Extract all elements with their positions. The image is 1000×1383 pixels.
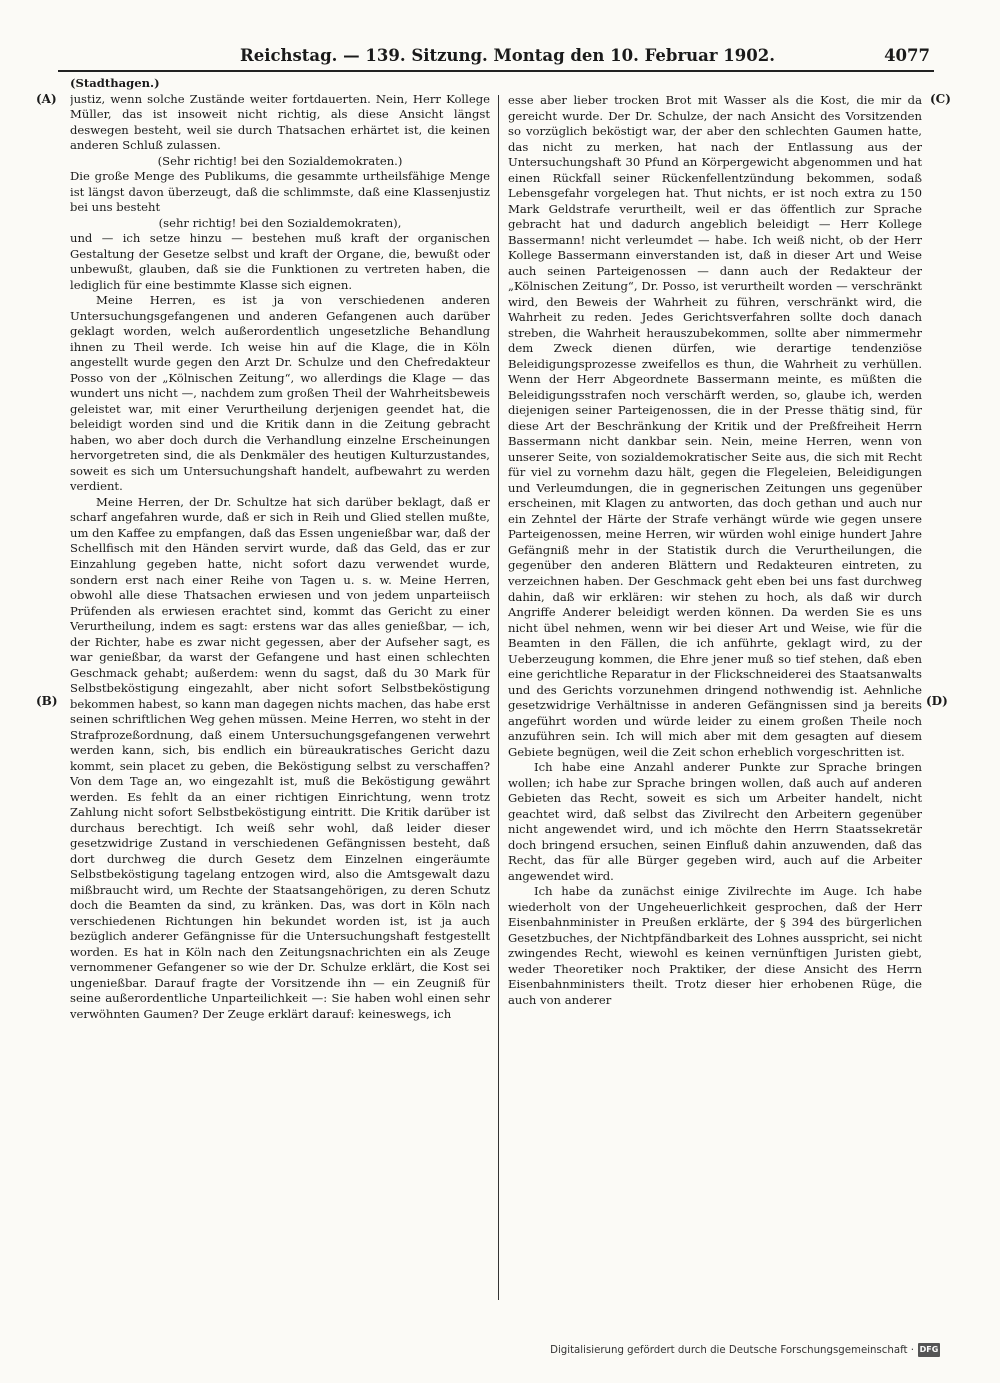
paragraph: Ich habe eine Anzahl anderer Punkte zur Sprache bringen wollen; ich habe zur Sprache bringen wollen, daß auch auf anderen Gebieten das Recht, soweit es sich um Arbeiter handelt, nicht geachtet wird, daß selbst das Zivilrecht den Arbeitern gegenüber nicht angewendet wird, und ich möchte den Herrn Staatssekretär doch bringend ersuchen, seinen Einfluß dahin anzuwenden, daß das Recht, das für alle Bürger gegeben wird, auch auf die Arbeiter angewendet wird. [508,760,922,883]
margin-mark-b: (B) [36,694,58,708]
paragraph: Meine Herren, der Dr. Schultze hat sich darüber beklagt, daß er scharf angefahren wurde, daß er sich in Reih und Glied stellen mußte, um den Kaffee zu empfangen, daß das Essen ungenießbar war, daß der Schellfisch mit den Händen servirt wurde, daß das Geld, das er zur Einzahlung gegeben hatte, nicht sofort dazu verwendet wurde, sondern erst nach einer Reihe von Tagen u. s. w. Meine Herren, obwohl alle diese Thatsachen erwiesen und von jedem unparteiisch Prüfenden als erwiesen erachtet sind, kommt das Gericht zu einer Verurtheilung, indem es sagt: erstens war das alles genießbar, — ich, der Richter, habe es zwar nicht gegessen, aber der Aufseher sagt, es war genießbar, da warst der Gefangene und hast einen schlechten Geschmack gehabt; außerdem: wenn du sagst, daß du 30 Mark für Selbstbeköstigung eingezahlt, aber nicht sofort Selbstbeköstigung bekommen habest, so kann man dagegen nichts machen, das habe erst seinen schriftlichen Weg gehen müssen. Meine Herren, wo steht in der Strafprozeßordnung, daß einem Untersuchungsgefangenen verwehrt werden kann, sich, bis endlich ein büreaukratisches Gericht dazu kommt, sein placet zu geben, die Beköstigung selbst zu verschaffen? Von dem Tage an, wo eingezahlt ist, muß die Beköstigung gewährt werden. Es fehlt da an einer richtigen Einrichtung, wenn trotz Zahlung nicht sofort Selbstbeköstigung eintritt. Die Kritik darüber ist durchaus berechtigt. Ich weiß sehr wohl, daß leider dieser gesetzwidrige Zustand in verschiedenen Gefängnissen besteht, daß dort durchweg die durch Gesetz dem Einzelnen eingeräumte Selbstbeköstigung tagelang entzogen wird, also die Amtsgewalt dazu mißbraucht wird, um Rechte der Staatsangehörigen, zu deren Schutz doch die Beamten da sind, zu kränken. Das, was dort in Köln nach verschiedenen Richtungen hin bekundet worden ist, ist ja auch bezüglich anderer Gefängnisse für die Untersuchungshaft festgestellt worden. Es hat in Köln nach den Zeitungsnachrichten ein als Zeuge vernommener Gefangener so wie der Dr. Schulze erklärt, die Kost sei ungenießbar. Darauf fragte der Vorsitzende ihn — ein Zeugniß für seine außerordentliche Unparteilichkeit —: Sie haben wohl einen sehr verwöhnten Gaumen? Der Zeuge erklärt darauf: keineswegs, ich [70,494,490,1021]
dfg-logo-icon: DFG [918,1343,940,1357]
left-column [70,76,490,1306]
margin-mark-c: (C) [930,92,951,106]
page-number: 4077 [884,46,930,65]
paragraph: esse aber lieber trocken Brot mit Wasser als die Kost, die mir da gereicht wurde. Der Dr. Schulze, der nach Ansicht des Vorsitzenden so vorzüglich beköstigt war, der aber den schlechten Gaumen hatte, das nicht zu merken, hat nach der Entlassung aus der Untersuchungshaft 30 Pfund an Körpergewicht abgenommen und hat einen Rückfall seiner Rückenfellentzündung bekommen, sodaß Lebensgefahr vorgelegen hat. Thut nichts, er ist noch extra zu 150 Mark Geldstrafe verurtheilt, weil er das öffentlich zur Sprache gebracht hat und dadurch angeblich beleidigt — Herr Kollege Bassermann! nicht verleumdet — habe. Ich weiß nicht, ob der Herr Kollege Bassermann einverstanden ist, daß in dieser Art und Weise auch seinen Parteigenossen — dann auch der Redakteur der „Kölnischen Zeitung“, Dr. Posso, ist verurtheilt worden — verschränkt wird, den Beweis der Wahrheit zu führen, verschränkt wird, die Wahrheit zu reden. Jedes Gerichtsverfahren sollte doch danach streben, die Wahrheit herauszubekommen, sollte aber nimmermehr dem Zweck dienen dürfen, wie derartige tendenziöse Beleidigungsprozesse zweifellos es thun, die Wahrheit zu verhüllen. Wenn der Herr Abgeordnete Bassermann meinte, es müßten die Beleidigungsstrafen noch verschärft werden, so, glaube ich, werden diejenigen seiner Parteigenossen, die in der Presse thätig sind, für diese Art der Beschränkung der Kritik und der Preßfreiheit Herrn Bassermann nicht dankbar sein. Nein, meine Herren, wenn von unserer Seite, von sozialdemokratischer Seite aus, die sich mit Recht für viel zu vornehm dazu hält, gegen die Flegeleien, Beleidigungen und Verleumdungen, die in gegnerischen Zeitungen uns gegenüber erscheinen, mit Klagen zu antworten, das doch gethan und auch nur ein Zehntel der Härte der Strafe verhängt würde wie gegen unsere Parteigenossen, meine Herren, wir würden wohl einige hundert Jahre Gefängniß mehr in der Statistik durch die Verurtheilungen, die gegenüber den anderen Blättern und Redakteuren eintreten, zu verzeichnen haben. Der Geschmack geht eben bei uns fast durchweg dahin, daß wir erklären: wir stehen zu hoch, als daß wir durch Angriffe Anderer beleidigt werden können. Da werden Sie es uns nicht übel nehmen, wenn wir bei dieser Art und Weise, wie für die Beamten in den Fällen, die ich anführte, geklagt wird, zu der Ueberzeugung kommen, die Ehre jener muß so tief stehen, daß eben eine gerichtliche Reparatur in der Flickschneiderei des Staatsanwalts und des Gerichts vorzunehmen dringend nothwendig ist. Aehnliche gesetzwidrige Verhältnisse in anderen Gefängnissen sind ja bereits angeführt worden und würde leider zu einem großen Theile noch anzuführen sein. Ich will mich aber mit dem gesagten auf diesem Gebiete begnügen, weil die Zeit schon erheblich vorgeschritten ist. [508,93,922,759]
interjection: (sehr richtig! bei den Sozialdemokraten), [158,215,402,230]
digitization-footer [550,1343,940,1357]
paragraph: justiz, wenn solche Zustände weiter fortdauerten. Nein, Herr Kollege Müller, das ist insoweit nicht richtig, als diese Ansicht längst deswegen besteht, weil sie durch Thatsachen erhärtet ist, die keinen anderen Schluß zulassen. [70,91,490,153]
column-divider [498,95,499,1300]
footer-text: Digitalisierung gefördert durch die Deutsche Forschungsgemeinschaft · [550,1344,914,1356]
paragraph: Die große Menge des Publikums, die gesammte urtheilsfähige Menge ist längst davon überzeugt, daß die schlimmste, daß eine Klassenjustiz bei uns besteht [70,169,490,215]
paragraph: Ich habe da zunächst einige Zivilrechte im Auge. Ich habe wiederholt von der Ungeheuerlichkeit gesprochen, daß der Herr Eisenbahnminister in Preußen erklärte, der § 394 des bürgerlichen Gesetzbuches, der Nichtpfändbarkeit des Lohnes ausspricht, sei nicht zwingendes Recht, wiewohl es keinen vernünftigen Juristen giebt, weder Theoretiker noch Praktiker, der diese Ansicht des Herrn Eisenbahnministers theilt. Trotz dieser hier erhobenen Rüge, die auch von anderer [508,884,922,1007]
header-rule [58,70,934,72]
paragraph: und — ich setze hinzu — bestehen muß kraft der organischen Gestaltung der Gesetze selbst und kraft der Organe, die, bewußt oder unbewußt, glauben, daß sie die Funktionen zu vertreten haben, die lediglich für eine bestimmte Klasse sich eignen. [70,231,490,292]
speaker-name: (Stadthagen.) [70,76,160,90]
interjection: (Sehr richtig! bei den Sozialdemokraten.) [157,153,403,168]
header-title: Reichstag. — 139. Sitzung. Montag den 10. Februar 1902. [240,46,775,65]
margin-mark-d: (D) [926,694,948,708]
paragraph: Meine Herren, es ist ja von verschiedenen anderen Untersuchungsgefangenen und anderen Gefangenen auch darüber geklagt worden, welch außerordentlich ungesetzliche Behandlung ihnen zu Theil werde. Ich weise hin auf die Klage, die in Köln angestellt wurde gegen den Arzt Dr. Schulze und den Chefredakteur Posso von der „Kölnischen Zeitung“, wo allerdings die Klage — das wundert uns nicht —, nachdem zum großen Theil der Wahrheitsbeweis geleistet war, mit einer Verurtheilung derjenigen geendet hat, die beleidigt worden sind und die Kritik dann in die Zeitung gebracht haben, wo aber doch durch die Verhandlung einzelne Erscheinungen hervorgetreten sind, die als Denkmäler des heutigen Kulturzustandes, soweit es sich um Untersuchungshaft handelt, aufbewahrt zu werden verdient. [70,293,490,494]
margin-mark-a: (A) [36,92,57,106]
page-header [60,46,930,70]
right-column [508,93,922,1323]
